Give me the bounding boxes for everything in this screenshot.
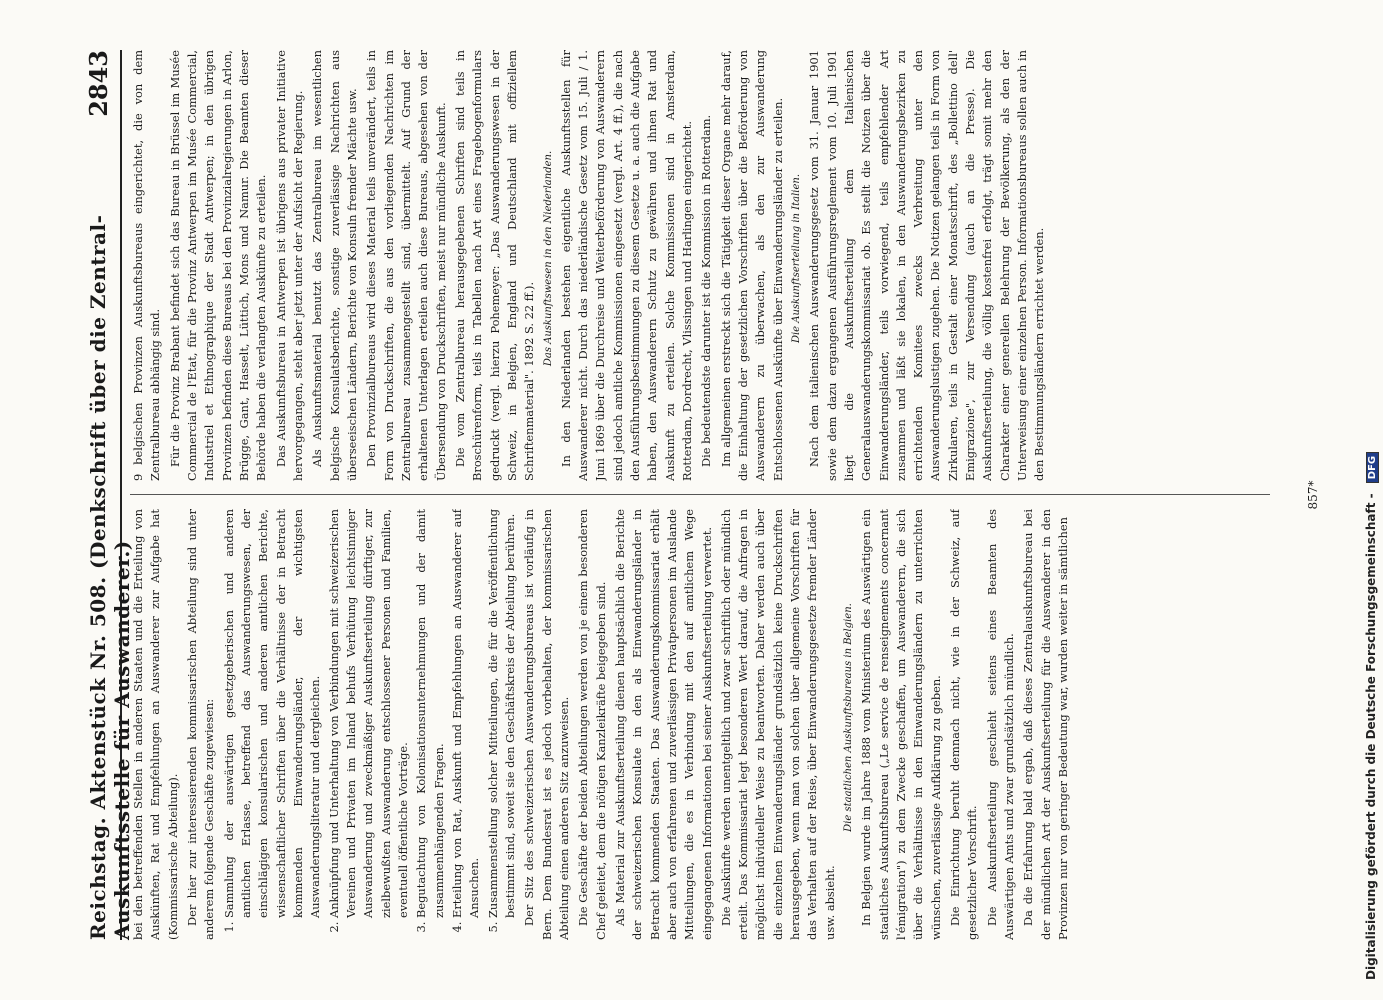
left-column <box>130 509 1270 940</box>
section-heading-netherlands: Das Auskunftswesen in den Niederlanden. <box>542 150 554 367</box>
paragraph: Da die Erfahrung bald ergab, daß dieses Zentralauskunftsbureau bei der mündlichen Art der Auskunftserteilung für die Auswanderer in den Provinzen nur von geringer Bedeutung war, wurden weiter in sämtlichen <box>1021 509 1070 940</box>
text-columns <box>130 50 1270 940</box>
paragraph: Die Einrichtung beruht demnach nicht, wie in der Schweiz, auf gesetzlicher Vorschrift. <box>947 509 980 940</box>
paragraph: Die Auskünfte werden unentgeltlich und zwar schriftlich oder mündlich erteilt. Das Kommissariat legt besonderen Wert darauf, die Anfragen in möglichst individueller Weise zu beantworten. Daher werden auch über die einzelnen Einwanderungsländer grundsätzlich keine Druckschriften herausgegeben, wenn man von solchen über allgemeine Vorschriften für das Verhalten auf der Reise, über Einwanderungsgesetze fremder Länder usw. absieht. <box>718 509 837 940</box>
paragraph: Der Sitz des schweizerischen Auswanderungsbureaus ist vorläufig in Bern. Dem Bundesrat ist es jedoch vorbehalten, der kommissarischen Abteilung einen anderen Sitz anzuweisen. <box>522 509 571 940</box>
list-item: 2. Anknüpfung und Unterhaltung von Verbindungen mit schweizerischen Vereinen und Privaten im Inland behufs Verhütung leichtsinniger Auswanderung und zweckmäßiger Auskunftserteilung dürftiger, zur zielbewußten Auswanderung entschlossener Personen und Familien, eventuell öffentliche Vorträge. <box>326 509 413 918</box>
paragraph: Im allgemeinen erstreckt sich die Tätigkeit dieser Organe mehr darauf, die Einhaltung der gesetzlichen Vorschriften über die Beförderung von Auswanderern zu überwachen, als den zur Auswanderung Entschlossenen Auskünfte über Einwanderungsländer zu erteilen. <box>718 50 785 481</box>
paragraph: Nach dem italienischen Auswanderungsgesetz vom 31. Januar 1901 sowie dem dazu ergangenen Ausführungsreglement vom 10. Juli 1901 liegt die Auskunftserteilung dem Italienischen Generalauswanderungskommissariat ob. Es stellt die Notizen über die Einwanderungsländer, teils vorwiegend, teils empfehlender Art zusammen und läßt sie lokalen, in den Auswanderungsbezirken zu errichtenden Komitees zwecks Verbreitung unter den Auswanderungslustigen zugehen. Die Notizen gelangen teils in Form von Zirkularen, teils in Gestalt einer Monatsschrift, des „Bollettino dell' Emigrazione", zur Versendung (auch an die Presse). Die Auskunftserteilung, die völlig kostenfrei erfolgt, trägt somit mehr den Charakter einer generellen Belehrung der Bevölkerung, als den der Unterweisung einer einzelnen Person. Informationsbureaus sollen auch in den Bestimmungsländern errichtet werden. <box>807 50 1047 481</box>
header-title: Reichstag. Aktenstück Nr. 508. (Denkschrift über die Zentral-Auskunftsstelle für Auswanderer.) <box>86 214 134 940</box>
section-heading-italy: Die Auskunftserteilung in Italien. <box>791 173 802 344</box>
right-column <box>130 50 1270 481</box>
duties-list <box>221 509 520 940</box>
paragraph: Das Auskunftsbureau in Antwerpen ist übrigens aus privater Initiative hervorgegangen, steht aber jetzt unter der Aufsicht der Regierung. <box>273 50 305 481</box>
paragraph: bei den betreffenden Stellen in anderen Staaten und die Erteilung von Auskünften, Rat und Empfehlungen an Auswanderer zur Aufgabe hat (Kommissarische Abteilung). <box>131 509 180 940</box>
header-page-number: 2843 <box>84 50 113 117</box>
paragraph: Als Auskunftsmaterial benutzt das Zentralbureau im wesentlichen belgische Konsulatsberichte, sonstige zuverlässige Nachrichten aus überseeischen Ländern, Berichte von Konsuln fremder Mächte usw. <box>310 50 359 481</box>
paragraph: Die vom Zentralbureau herausgegebenen Schriften sind teils in Broschürenform, teils in Tabellen nach Art eines Fragebogenformulars gedruckt (vergl. hierzu Pohemeyer: „Das Auswanderungswesen in der Schweiz, in Belgien, England und Deutschland mit offiziellem Schriftenmaterial". 1892 S. 22 ff.). <box>452 50 537 481</box>
list-item: 4. Erteilung von Rat, Auskunft und Empfehlungen an Auswanderer auf Ansuchen. <box>449 509 484 918</box>
page-content <box>80 50 1330 940</box>
digitization-note: Digitalisierung gefördert durch die Deutsche Forschungsgemeinschaft - <box>1364 493 1378 980</box>
dfg-logo: DFG <box>1366 452 1379 483</box>
paragraph: Als Material zur Auskunftserteilung dienen hauptsächlich die Berichte der schweizerischen Konsulate in den als Einwanderungsländer in Betracht kommenden Staaten. Das Auswanderungskommissariat erhält aber auch von erfahrenen und zuverlässigen Privatpersonen im Auslande Mitteilungen, die es in Verbindung mit den auf amtlichem Wege eingegangenen Informationen bei seiner Auskunftserteilung verwertet. <box>612 509 714 940</box>
paragraph: Für die Provinz Brabant befindet sich das Bureau in Brüssel im Musée Commercial de l'Etat, für die Provinz Antwerpen im Musée Commercial, Industriel et Ethnographique der Stadt Antwerpen; in den übrigen Provinzen befinden diese Bureaus bei den Provinzialregierungen in Arlon, Brügge, Gant, Hasselt, Lüttich, Mons und Namur. Die Beamten dieser Behörde haben die verlangten Auskünfte zu erteilen. <box>167 50 269 481</box>
list-item: 3. Begutachtung von Kolonisationsunternehmungen und der damit zusammenhängenden Fragen. <box>413 509 448 918</box>
list-item: 5. Zusammenstellung solcher Mitteilungen, die für die Veröffentlichung bestimmt sind, soweit sie den Geschäftskreis der Abteilung berühren. <box>485 509 520 918</box>
list-item: 1. Sammlung der auswärtigen gesetzgeberischen und anderen amtlichen Erlasse, betreffend das Auswanderungswesen, der einschlägigen konsularischen und anderen amtlichen Berichte, wissenschaftlicher Schriften über die Verhältnisse der in Betracht kommenden Einwanderungsländer, der wichtigsten Auswanderungsliteratur und dergleichen. <box>221 509 325 918</box>
paragraph: Die Geschäfte der beiden Abteilungen werden von je einem besonderen Chef geleitet, dem die nötigen Kanzleikräfte beigegeben sind. <box>576 509 608 940</box>
folio-number: 857* <box>1306 480 1320 510</box>
paragraph: In Belgien wurde im Jahre 1888 vom Ministerium des Auswärtigen ein staatliches Auskunftsbureau („Le service de renseignements concernant l'émigration") zu dem Zwecke geschaffen, um Auswanderern, die sich über die Verhältnisse in den Einwanderungsländern zu unterrichten wünschen, zuverlässige Aufklärung zu geben. <box>859 509 943 940</box>
running-header <box>80 50 134 940</box>
paragraph: In den Niederlanden bestehen eigentliche Auskunftsstellen für Auswanderer nicht. Durch das niederländische Gesetz vom 15. Juli / 1. Juni 1869 über die Durchreise und Weiterbeförderung von Auswanderern sind jedoch amtliche Kommissionen eingesetzt (vergl. Art. 4 ff.), die nach den Ausführungsbestimmungen zu diesem Gesetze u. a. auch die Aufgabe haben, den Auswanderern Schutz zu gewähren und ihnen Rat und Auskunft zu erteilen. Solche Kommissionen sind in Amsterdam, Rotterdam, Dordrecht, Vlissingen und Harlingen eingerichtet. <box>558 50 695 481</box>
paragraph: 9 belgischen Provinzen Auskunftsbureaus eingerichtet, die von dem Zentralbureau abhängig sind. <box>131 50 163 481</box>
digitization-credit <box>1364 452 1379 980</box>
paragraph: Die Auskunftserteilung geschieht seitens eines Beamten des Auswärtigen Amts und zwar grundsätzlich mündlich. <box>984 509 1016 940</box>
section-heading-belgium: Die staatlichen Auskunftsbureaus in Belgien. <box>843 603 855 832</box>
paragraph: Den Provinzialbureaus wird dieses Material teils unverändert, teils in Form von Druckschriften, die aus den vorliegenden Nachrichten im Zentralbureau zusammengestellt sind, übermittelt. Auf Grund der erhaltenen Unterlagen erteilen auch diese Bureaus, abgesehen von der Übersendung von Druckschriften, meist nur mündliche Auskunft. <box>364 50 448 481</box>
paragraph: Der hier zur interessierenden kommissarischen Abteilung sind unter anderem folgende Geschäfte zugewiesen: <box>184 509 217 940</box>
paragraph: Die bedeutendste darunter ist die Kommission in Rotterdam. <box>699 114 714 467</box>
